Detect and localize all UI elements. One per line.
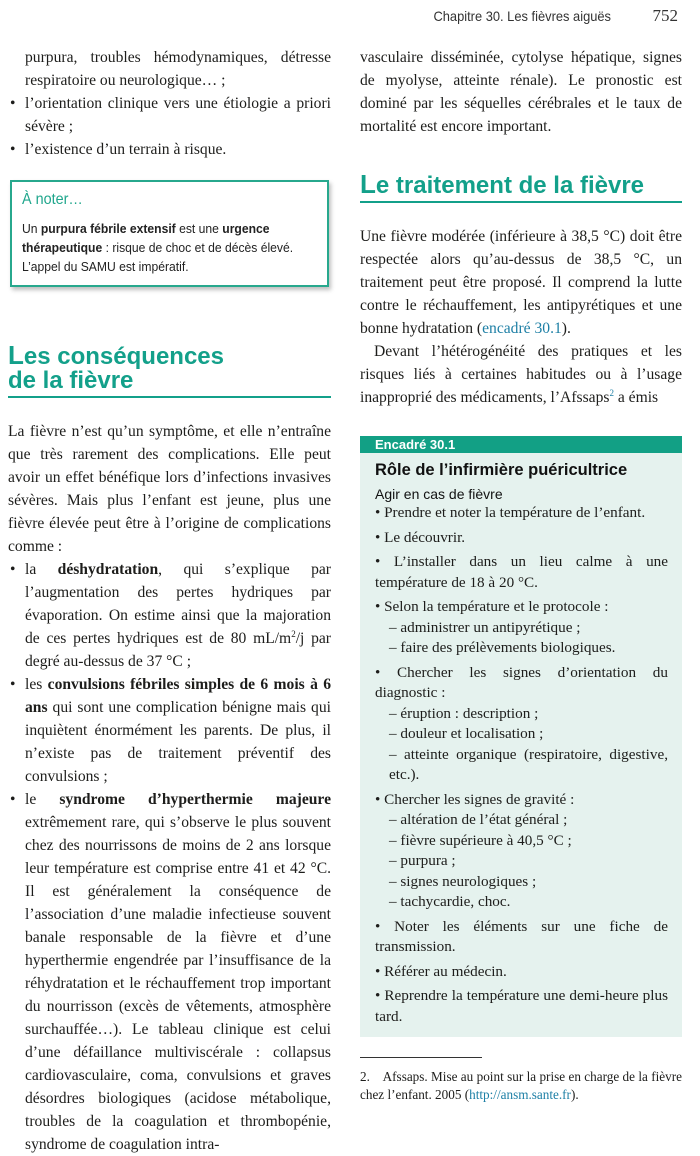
section-heading-consequences: Les conséquences de la fièvre bbox=[8, 343, 331, 398]
encadre-item: • L’installer dans un lieu calme à une température de 18 à 20 °C. bbox=[375, 553, 668, 591]
encadre-sub-item: – tachycardie, choc. bbox=[389, 893, 511, 910]
encadre-sub-item: – éruption : description ; bbox=[389, 704, 539, 722]
list-item-hyperthermia: • le syndrome d’hyperthermie majeure extrêmement rare, qui s’observe le plus souvent chez des nourrissons de moins de 2 ans lorsque leur température est comprise entre 41 et 42 °C. Il est généralement la conséquence de l’association d’une maladie infectieuse souvent banale responsable de la fièvre et d’une hyperthermie engendrée par l’insuffisance de la réhydratation et le réchauffement trop important du nourrisson (excès de vêtements, atmosphère surchauffée…). Le tableau clinique est celui d’une défaillance multiviscérale : collapsus cardiovasculaire, coma, convulsions et graves désordres biologiques (acidose métabolique, troubles de la coagulation et thrombopénie, syndrome de coagulation intra- bbox=[8, 788, 331, 1156]
ansm-link[interactable]: http://ansm.sante.fr bbox=[469, 1087, 571, 1102]
consequences-paragraph: La fièvre n’est qu’un symptôme, et elle n’entraîne que très rarement des complications. Elle peut avoir un effet bénéfique lors d’infections invasives sévères. Mais plus l’enfant est jeune, plus une fièvre élevée peut être à l’origine de complications comme : bbox=[8, 423, 331, 555]
encadre-sub-item: – purpura ; bbox=[389, 852, 456, 869]
encadre-sub-item: – douleur et localisation ; bbox=[389, 725, 544, 742]
list-item-convulsions: • les convulsions fébriles simples de 6 mois à 6 ans qui sont une complication bénigne mais qui inquiètent énormément les parents. De plus, il n’existe pas de traitement préventif des convulsions ; bbox=[8, 673, 331, 788]
encadre-item: • Noter les éléments sur une fiche de transmission. bbox=[375, 917, 668, 955]
encadre-item: • Le découvrir. bbox=[375, 528, 466, 546]
footnote-ref-link[interactable]: 2 bbox=[609, 387, 614, 398]
chapter-title: Chapitre 30. Les fièvres aiguës bbox=[432, 8, 611, 24]
continuation-paragraph: vasculaire disséminée, cytolyse hépatique, signes de myolyse, atteinte rénale). Le pronostic est dominé par les séquelles cérébrales et le taux de mortalité est encore important. bbox=[360, 49, 682, 135]
encadre-sub-item: – faire des prélèvements biologiques. bbox=[389, 639, 616, 656]
list-item: • l’orientation clinique vers une étiologie a priori sévère ; bbox=[8, 92, 331, 138]
encadre-item: • Chercher les signes d’orientation du diagnostic : bbox=[375, 663, 668, 701]
right-column bbox=[360, 46, 682, 1117]
encadre-items bbox=[360, 503, 682, 1027]
note-title: À noter… bbox=[22, 191, 83, 208]
intro-bullets bbox=[8, 92, 331, 161]
treatment-paragraph-1: Une fièvre modérée (inférieure à 38,5 °C) doit être respectée alors qu’au-dessus de 38,5 °C, un traitement peut être proposé. Il comprend la lutte contre le réchauffement, les antipyrétiques et une bonne hydratation (encadré 30.1). bbox=[360, 228, 682, 337]
encadre-item: • Reprendre la température une demi-heure plus tard. bbox=[375, 987, 668, 1025]
encadre-item: • Prendre et noter la température de l’enfant. bbox=[375, 504, 646, 521]
encadre-reference-link[interactable]: encadré 30.1 bbox=[482, 320, 562, 337]
encadre-tag: Encadré 30.1 bbox=[360, 436, 682, 453]
encadre-subtitle: Agir en cas de fièvre bbox=[375, 486, 503, 502]
encadre-sub-item: – signes neurologiques ; bbox=[389, 872, 537, 890]
list-item-dehydration: • la déshydratation, qui s’explique par l’augmentation des pertes hydriques par évaporation. On estime ainsi que la majoration de ces pertes hydriques est de 80 $mL/m^2/j$ par degré au-dessus de 37 °C ; bbox=[8, 558, 331, 673]
footnote-divider bbox=[360, 1057, 482, 1058]
encadre-item: • Référer au médecin. bbox=[375, 962, 507, 980]
footnote: 2. Afssaps. Mise au point sur la prise en charge de la fièvre chez l’enfant. 2005 (http://ansm.sante.fr). bbox=[360, 1069, 682, 1102]
left-column bbox=[8, 46, 331, 1156]
encadre-sub-item: – administrer un antipyrétique ; bbox=[389, 618, 581, 636]
encadre-item: • Selon la température et le protocole : bbox=[375, 598, 609, 615]
encadre-sub-item: – atteinte organique (respiratoire, digestive, etc.). bbox=[389, 745, 668, 783]
treatment-paragraph-2: Devant l’hétérogénéité des pratiques et les risques liés à certaines habitudes ou à l’usage inapproprié des médicaments, l’Afssaps$^2$ a émis bbox=[360, 343, 682, 406]
intro-list bbox=[8, 46, 331, 92]
list-item-continuation: purpura, troubles hémodynamiques, détresse respiratoire ou neurologique… ; bbox=[25, 49, 331, 89]
encadre-item: • Chercher les signes de gravité : bbox=[375, 790, 575, 808]
section-heading-treatment: Le traitement de la fièvre bbox=[360, 172, 682, 203]
encadre-box bbox=[360, 436, 682, 1037]
running-header bbox=[418, 6, 679, 28]
encadre-sub-item: – fièvre supérieure à 40,5 °C ; bbox=[389, 831, 572, 849]
note-box bbox=[10, 180, 329, 287]
note-body: Un purpura fébrile extensif est une urgence thérapeutique : risque de choc et de décès élevé. L’appel du SAMU est impératif. bbox=[22, 221, 294, 274]
encadre-sub-item: – altération de l’état général ; bbox=[389, 811, 568, 828]
list-item: • l’existence d’un terrain à risque. bbox=[8, 138, 331, 161]
page-number: 752 bbox=[652, 6, 678, 25]
encadre-title: Rôle de l’infirmière puéricultrice bbox=[375, 461, 628, 479]
consequences-list bbox=[8, 558, 331, 1156]
